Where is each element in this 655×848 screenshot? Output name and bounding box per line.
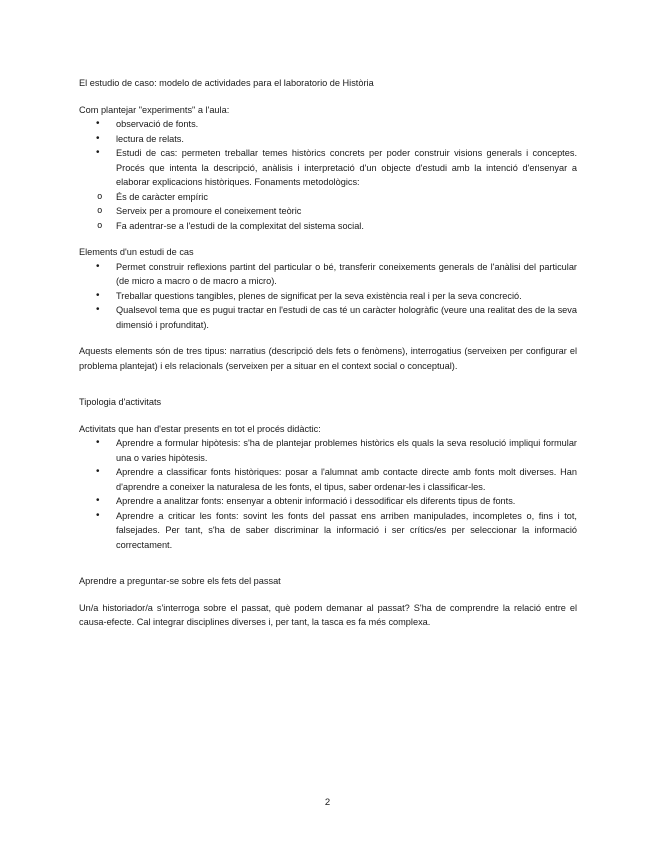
document-heading: El estudio de caso: modelo de actividades para el laboratorio de Història bbox=[79, 78, 374, 88]
experiments-list bbox=[79, 117, 577, 190]
list-item: • Aprendre a classificar fonts històriques: posar a l'alumnat amb contacte directe amb fonts molt diverses. Han d'aprendre a coneixer la naturalesa de les fonts, el tipus, saber ordenar-les i classificar-les. bbox=[79, 465, 577, 494]
preguntar-heading: Aprendre a preguntar-se sobre els fets del passat bbox=[79, 576, 281, 586]
tipologia-intro: Activitats que han d'estar presents en tot el procés didàctic: bbox=[79, 423, 321, 434]
sublist-item: o És de caràcter empíric bbox=[79, 190, 577, 205]
page-number: 2 bbox=[324, 797, 331, 808]
list-item: • observació de fonts. bbox=[79, 117, 577, 132]
list-item: • lectura de relats. bbox=[79, 132, 577, 147]
elements-heading: Elements d'un estudi de cas bbox=[79, 247, 194, 257]
list-item: • Aprendre a criticar les fonts: sovint les fonts del passat ens arriben manipulades, incompletes o, fins i tot, falsejades. Per tant, s'ha de saber discriminar la informació i ser crítics/es per seleccionar la informació correctament. bbox=[79, 509, 577, 553]
intro-text: Com plantejar "experiments" a l'aula: bbox=[79, 104, 230, 115]
document-body bbox=[79, 76, 577, 630]
fonaments-list bbox=[79, 190, 577, 234]
list-item: • Permet construir reflexions partint del particular o bé, transferir coneixements generals de l'anàlisi del particular (de micro a macro o de macro a micro). bbox=[79, 260, 577, 289]
activitats-list bbox=[79, 436, 577, 552]
sublist-item: o Serveix per a promoure el coneixement teòric bbox=[79, 204, 577, 219]
list-item: • Estudi de cas: permeten treballar temes històrics concrets per poder construir visions generals i conceptes. Procés que intenta la descripció, anàlisis i interpretació d'un objecte d'estudi amb la intenció d'ensenyar a elaborar explicacions històriques. Fonaments metodològics: bbox=[79, 146, 577, 190]
elements-paragraph: Aquests elements són de tres tipus: narratius (descripció dels fets o fenòmens), interrogatius (serveixen per configurar el problema plantejat) i els relacionals (serveixen per a situar en el context social o conceptual). bbox=[79, 346, 577, 371]
tipologia-heading: Tipologia d'activitats bbox=[79, 397, 162, 407]
preguntar-paragraph: Un/a historiador/a s'interroga sobre el passat, què podem demanar al passat? S'ha de comprendre la relació entre el causa-efecte. Cal integrar disciplines diverses i, per tant, la tasca es fa més complexa. bbox=[79, 602, 577, 627]
list-item: • Qualsevol tema que es pugui tractar en l'estudi de cas té un caràcter hologràfic (veure una realitat des de la seva dimensió i profunditat). bbox=[79, 303, 577, 332]
elements-list bbox=[79, 260, 577, 333]
list-item: • Aprendre a formular hipòtesis: s'ha de plantejar problemes històrics els quals la seva resolució impliqui formular una o varies hipòtesis. bbox=[79, 436, 577, 465]
sublist-item: o Fa adentrar-se a l'estudi de la complexitat del sistema social. bbox=[79, 219, 577, 234]
list-item: • Aprendre a analitzar fonts: ensenyar a obtenir informació i dessodificar els diferents tipus de fonts. bbox=[79, 494, 577, 509]
list-item: • Treballar questions tangibles, plenes de significat per la seva existència real i per la seva concreció. bbox=[79, 289, 577, 304]
